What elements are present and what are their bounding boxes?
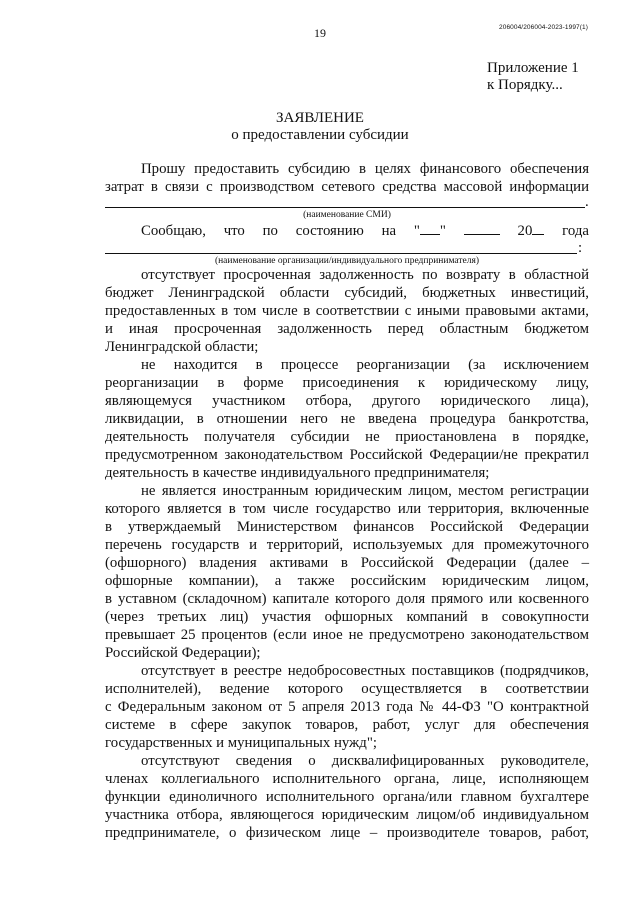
media-name-caption: (наименование СМИ) — [303, 210, 391, 220]
date-month-blank — [464, 222, 500, 235]
appendix-line-1: Приложение 1 — [487, 60, 579, 76]
p3-line-7: в уставном (складочном) капитале которого доля прямого или косвенного — [105, 591, 589, 607]
media-name-field — [105, 207, 585, 208]
p2-line-3: являющемуся участником отбора, другого юридического лица), — [105, 393, 589, 409]
document-subtitle: о предоставлении субсидии — [231, 127, 409, 143]
p5-line-5: предпринимателе, о физическом лице – производителе товаров, работ, — [105, 825, 589, 841]
p2-line-4: ликвидации, в отношении него не введена процедура банкротства, — [105, 411, 589, 427]
p3-line-3: в утверждаемый Министерством финансов Российской Федерации — [105, 519, 589, 535]
p3-line-2: которого является в том числе государство или территория, включенные — [105, 501, 589, 517]
appendix-line-2: к Порядку... — [487, 77, 563, 93]
document-code: 206004/206004-2023-1997(1) — [499, 24, 588, 31]
date-year-blank — [532, 222, 544, 235]
date-quote-open: " — [413, 223, 420, 239]
organization-name-field — [105, 253, 577, 254]
report-word-5: на — [381, 223, 397, 239]
intro-line-1: Прошу предоставить субсидию в целях финансового обеспечения — [141, 161, 589, 177]
intro-line-2: затрат в связи с производством сетевого средства массовой информации — [105, 179, 589, 195]
report-word-2: что — [223, 223, 245, 239]
report-word-6: года — [562, 223, 589, 239]
report-word-3: по — [262, 223, 278, 239]
p1-line-2: бюджет Ленинградской области субсидий, бюджетных инвестиций, — [105, 285, 589, 301]
report-date-day — [414, 222, 446, 240]
date-day-blank — [420, 222, 440, 235]
p2-line-1: не находится в процессе реорганизации (за исключением — [141, 357, 589, 373]
p3-line-10: Российской Федерации); — [105, 645, 261, 661]
page-number: 19 — [314, 26, 326, 40]
p2-line-2: реорганизации в форме присоединения к юридическому лицу, — [105, 375, 589, 391]
report-year-prefix: 20 — [517, 223, 533, 239]
p4-line-3: с Федеральным законом от 5 апреля 2013 года № 44-ФЗ "О контрактной — [105, 699, 589, 715]
p4-line-2: исполнителей), ведение которого осуществляется в соответствии — [105, 681, 589, 697]
p3-line-1: не является иностранным юридическим лицом, местом регистрации — [141, 483, 589, 499]
p3-line-6: офшорные компании), а также российским юридическим лицом, — [105, 573, 589, 589]
p3-line-9: превышает 25 процентов (если иное не предусмотрено законодательством — [105, 627, 589, 643]
report-end-mark: : — [578, 240, 583, 256]
report-year — [518, 222, 545, 240]
p1-line-3: предоставленных в том числе в соответствии с иными правовыми актами, — [105, 303, 589, 319]
p3-line-5: (офшорного) владения активами в Российской Федерации (далее – — [105, 555, 589, 571]
p5-line-1: отсутствуют сведения о дисквалифицированных руководителе, — [141, 753, 589, 769]
p3-line-4: перечень государств и территорий, используемых для промежуточного — [105, 537, 589, 553]
p1-line-4: и иная просроченная задолженность перед областным бюджетом — [105, 321, 589, 337]
p2-line-6: предусмотренном законодательством Российской Федерации/не прекратил — [105, 447, 589, 463]
p4-line-5: государственных и муниципальных нужд"; — [105, 735, 377, 751]
organization-name-caption: (наименование организации/индивидуального предпринимателя) — [214, 256, 480, 266]
appendix-reference — [487, 60, 579, 94]
p3-line-8: (через третьих лиц) участия офшорных компаний в совокупности — [105, 609, 589, 625]
document-title: ЗАЯВЛЕНИЕ — [276, 110, 364, 126]
p1-line-5: Ленинградской области; — [105, 339, 259, 355]
date-quote-close: " — [439, 223, 446, 239]
p5-line-3: функции единоличного исполнительного органа/или главном бухгалтере — [105, 789, 589, 805]
p1-line-1: отсутствует просроченная задолженность по возврату в областной — [141, 267, 589, 283]
p2-line-7: деятельность в качестве индивидуального предпринимателя; — [105, 465, 490, 481]
p5-line-4: участника отбора, являющегося юридическим лицом/об индивидуальном — [105, 807, 589, 823]
report-word-4: состоянию — [295, 223, 364, 239]
report-line — [141, 222, 589, 240]
p4-line-1: отсутствует в реестре недобросовестных поставщиков (подрядчиков, — [141, 663, 589, 679]
p2-line-5: деятельность получателя субсидии не приостановлена в порядке, — [105, 429, 589, 445]
report-word-1: Сообщаю, — [141, 223, 206, 239]
p4-line-4: системе в сфере закупок товаров, работ, услуг для обеспечения — [105, 717, 589, 733]
intro-end-mark: . — [585, 194, 589, 210]
p5-line-2: членах коллегиального исполнительного органа, лице, исполняющем — [105, 771, 589, 787]
